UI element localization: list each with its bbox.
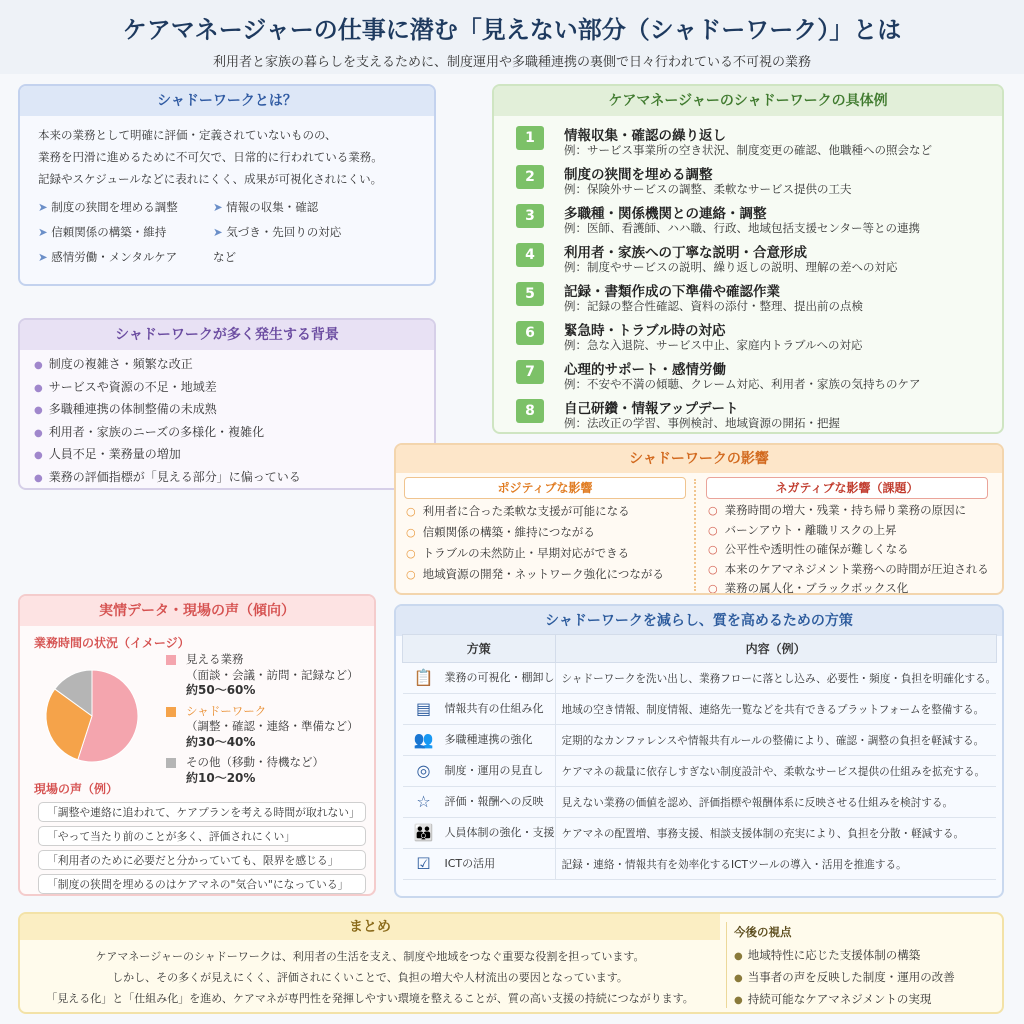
legend-item: [166, 704, 359, 751]
example-title: 緊急時・トラブル時の対応: [564, 323, 726, 339]
example-desc: 例：保険外サービスの調整、柔軟なサービス提供の工夫: [564, 182, 852, 196]
measure-name-cell: [403, 725, 556, 756]
list-item: ○ 公平性や透明性の確保が難しくなる: [708, 540, 989, 560]
example-title: 情報収集・確認の繰り返し: [564, 128, 726, 144]
measures-card: [394, 604, 1004, 898]
list-item: ● 持続可能なケアマネジメントの実現: [734, 989, 996, 1011]
measure-name: 人員体制の強化・支援: [444, 826, 555, 839]
example-title: 多職種・関係機関との連絡・調整: [564, 206, 767, 222]
example-desc: 例：記録の整合性確認、資料の添付・整理、提出前の点検: [564, 299, 863, 313]
legend-name: 見える業務: [186, 652, 244, 666]
definition-line: 本来の業務として明確に評価・定義されていないものの、: [38, 128, 337, 142]
background-list: [20, 350, 434, 489]
measures-table: [402, 634, 997, 880]
number-badge: 3: [516, 204, 544, 228]
list-item: ○ 業務の属人化・ブラックボックス化: [708, 579, 989, 595]
measure-desc: シャドーワークを洗い出し、業務フローに落とし込み、必要性・頻度・負担を明確化する。: [555, 663, 996, 694]
examples-title: ケアマネージャーのシャドーワークの具体例: [494, 86, 1002, 116]
example-desc: 例：法改正の学習、事例検討、地域資源の開拓・把握: [564, 416, 840, 430]
measure-name-cell: [403, 818, 556, 849]
list-item: ○ 地域資源の開発・ネットワーク強化につながる: [406, 564, 664, 585]
examples-card: [492, 84, 1004, 434]
legend-swatch: [166, 655, 176, 665]
checkbox-icon: ☑: [416, 854, 431, 873]
measure-desc: 記録・連絡・情報共有を効率化するICTツールの導入・活用を推進する。: [555, 849, 996, 880]
example-desc: 例：制度やサービスの説明、繰り返しの説明、理解の差への対応: [564, 260, 898, 274]
future-perspective: [734, 924, 996, 1011]
team-icon: 👥: [413, 730, 434, 749]
example-desc: 例：医師、看護師、ハハ職、行政、地域包括支援センター等との連携: [564, 221, 921, 235]
summary-line: 「見える化」と「仕組み化」を進め、ケアマネが専門性を発揮しやすい環境を整えることが、質の高い支援の持続につながります。: [46, 992, 694, 1005]
table-row: [403, 787, 997, 818]
future-title: 今後の視点: [734, 925, 792, 939]
example-title: 利用者・家族への丁寧な説明・合意形成: [564, 245, 807, 261]
definition-tag: ➤ 信頼関係の構築・維持: [38, 221, 213, 243]
header: [0, 0, 1024, 74]
negative-impact-list: [708, 501, 989, 595]
summary-card: [18, 912, 1004, 1014]
definition-tag: ➤ 情報の収集・確認: [213, 196, 413, 218]
target-icon: ◎: [416, 761, 431, 780]
number-badge: 8: [516, 399, 544, 423]
measure-name-cell: [403, 663, 556, 694]
list-item: ○ 業務時間の増大・残業・持ち帰り業務の原因に: [708, 501, 989, 521]
measure-name: 制度・運用の見直し: [444, 764, 544, 777]
example-desc: 例：サービス事業所の空き状況、制度変更の確認、他職種への照会など: [564, 143, 932, 157]
table-row: [403, 818, 997, 849]
number-badge: 4: [516, 243, 544, 267]
example-title: 心理的サポート・感情労働: [564, 362, 726, 378]
measure-name: 業務の可視化・棚卸し: [444, 671, 555, 684]
impact-title: シャドーワークの影響: [396, 445, 1002, 473]
legend-swatch: [166, 707, 176, 717]
measure-desc: 地域の空き情報、制度情報、連絡先一覧などを共有できるプラットフォームを整備する。: [555, 694, 996, 725]
background-card: [18, 318, 436, 490]
list-item: ○ 本来のケアマネジメント業務への時間が圧迫される: [708, 560, 989, 580]
list-item: ● 当事者の声を反映した制度・運用の改善: [734, 967, 996, 989]
example-title: 記録・書類作成の下準備や確認作業: [564, 284, 780, 300]
list-item: ● サービスや資源の不足・地域差: [34, 377, 434, 400]
measure-name-cell: [403, 787, 556, 818]
measure-name-cell: [403, 756, 556, 787]
summary-divider: [726, 922, 727, 1008]
list-item: ● 多職種連携の体制整備の未成熟: [34, 399, 434, 422]
measure-desc: ケアマネの配置増、事務支援、相談支援体制の充実により、負担を分散・軽減する。: [555, 818, 996, 849]
voice-data-title: 実情データ・現場の声（傾向）: [20, 596, 374, 626]
list-item: ○ トラブルの未然防止・早期対応ができる: [406, 543, 664, 564]
impact-card: [394, 443, 1004, 595]
column-header: 内容（例）: [555, 635, 996, 663]
legend-name: シャドーワーク: [186, 703, 267, 718]
measure-desc: 見えない業務の価値を認め、評価指標や報酬体系に反映させる仕組みを検討する。: [555, 787, 996, 818]
legend-item: [166, 755, 359, 786]
measure-desc: ケアマネの裁量に依存しすぎない制度設計や、柔軟なサービス提供の仕組みを拡充する。: [555, 756, 996, 787]
legend-detail: （調整・確認・連絡・準備など）: [186, 719, 359, 733]
table-row: [403, 694, 997, 725]
definition-tag: ➤ 感情労働・メンタルケア: [38, 246, 213, 268]
table-row: [403, 725, 997, 756]
voice-data-card: [18, 594, 376, 896]
legend-detail: （移動・待機など）: [220, 755, 324, 769]
chart-legend: [166, 652, 359, 791]
list-item: ○ バーンアウト・離職リスクの上昇: [708, 521, 989, 541]
definition-line: 業務を円滑に進めるために不可欠で、日常的に行われている業務。: [38, 150, 383, 164]
definition-tags: [20, 190, 434, 268]
voices-title: 現場の声（例）: [34, 782, 119, 796]
list-item: ○ 信頼関係の構築・維持につながる: [406, 522, 664, 543]
legend-percent: 約10〜20%: [186, 770, 256, 785]
definition-text: [20, 116, 434, 190]
table-header-row: [403, 635, 997, 663]
impact-divider: [694, 479, 696, 591]
positive-impact-title: ポジティブな影響: [404, 477, 686, 499]
measure-name: 評価・報酬への反映: [444, 795, 544, 808]
voice-quote: 「やって当たり前のことが多く、評価されにくい」: [38, 826, 366, 846]
summary-line: ケアマネージャーのシャドーワークは、利用者の生活を支え、制度や地域をつなぐ重要な役割を担っています。: [95, 950, 645, 963]
legend-swatch: [166, 758, 176, 768]
definition-tag-etc: など: [213, 250, 236, 264]
pie-chart: [44, 668, 140, 764]
definition-tag: ➤ 気づき・先回りの対応: [213, 221, 413, 243]
example-desc: 例：急な入退院、サービス中止、家庭内トラブルへの対応: [564, 338, 863, 352]
column-header: 方策: [403, 635, 556, 663]
example-title: 制度の狭間を埋める調整: [564, 167, 713, 183]
definition-card: [18, 84, 436, 286]
list-item: ● 業務の評価指標が「見える部分」に偏っている: [34, 467, 434, 490]
table-row: [403, 756, 997, 787]
legend-detail: （面談・会議・訪問・記録など）: [186, 667, 359, 682]
measures-title: シャドーワークを減らし、質を高めるための方策: [396, 606, 1002, 636]
legend-item: [166, 652, 359, 699]
voice-quote: 「制度の狭間を埋めるのはケアマネの"気合い"になっている」: [38, 874, 366, 894]
people-icon: 👪: [413, 823, 434, 842]
voice-quote: 「調整や連絡に追われて、ケアプランを考える時間が取れない」: [38, 802, 366, 822]
page-title: ケアマネージャーの仕事に潜む「見えない部分（シャドーワーク）」とは: [122, 16, 902, 44]
number-badge: 2: [516, 165, 544, 189]
list-item: ● 人員不足・業務量の増加: [34, 444, 434, 467]
negative-impact-title: ネガティブな影響（課題）: [706, 477, 988, 499]
voices-list: [38, 802, 366, 896]
legend-percent: 約30〜40%: [186, 734, 256, 749]
measure-name-cell: [403, 694, 556, 725]
clipboard-icon: 📋: [413, 668, 434, 687]
table-row: [403, 849, 997, 880]
number-badge: 7: [516, 360, 544, 384]
summary-line: しかし、その多くが見えにくく、評価されにくいことで、負担の増大や人材流出の要因となっています。: [112, 971, 628, 984]
measure-name: ICTの活用: [444, 857, 496, 870]
database-icon: ▤: [415, 699, 432, 718]
measure-desc: 定期的なカンファレンスや情報共有ルールの整備により、確認・調整の負担を軽減する。: [555, 725, 996, 756]
list-item: ● 制度の複雑さ・頻繁な改正: [34, 354, 434, 377]
list-item: ○ 利用者に合った柔軟な支援が可能になる: [406, 501, 664, 522]
definition-tag: ➤ 制度の狭間を埋める調整: [38, 196, 213, 218]
number-badge: 1: [516, 126, 544, 150]
legend-percent: 約50〜60%: [186, 683, 256, 697]
measure-name: 多職種連携の強化: [444, 733, 533, 746]
list-item: ● 地域特性に応じた支援体制の構築: [734, 945, 996, 967]
number-badge: 6: [516, 321, 544, 345]
background-title: シャドーワークが多く発生する背景: [20, 320, 434, 350]
example-title: 自己研鑽・情報アップデート: [564, 401, 739, 417]
number-badge: 5: [516, 282, 544, 306]
page-subtitle: 利用者と家族の暮らしを支えるために、制度運用や多職種連携の裏側で日々行われている不可視の業務: [212, 55, 811, 70]
legend-name: その他: [186, 755, 221, 769]
chart-title: 業務時間の状況（イメージ）: [34, 636, 190, 650]
definition-line: 記録やスケジュールなどに表れにくく、成果が可視化されにくい。: [38, 172, 383, 186]
table-row: [403, 663, 997, 694]
definition-title: シャドーワークとは？: [20, 86, 434, 116]
star-icon: ☆: [416, 792, 431, 811]
summary-title: まとめ: [20, 914, 720, 940]
voice-quote: 「利用者のために必要だと分かっていても、限界を感じる」: [38, 850, 366, 870]
positive-impact-list: [406, 501, 664, 585]
measure-name: 情報共有の仕組み化: [444, 702, 544, 715]
measure-name-cell: [403, 849, 556, 880]
list-item: ● 利用者・家族のニーズの多様化・複雑化: [34, 422, 434, 445]
example-desc: 例：不安や不満の傾聴、クレーム対応、利用者・家族の気持ちのケア: [564, 377, 921, 391]
summary-body: [20, 946, 720, 1009]
future-list: [734, 945, 996, 1011]
